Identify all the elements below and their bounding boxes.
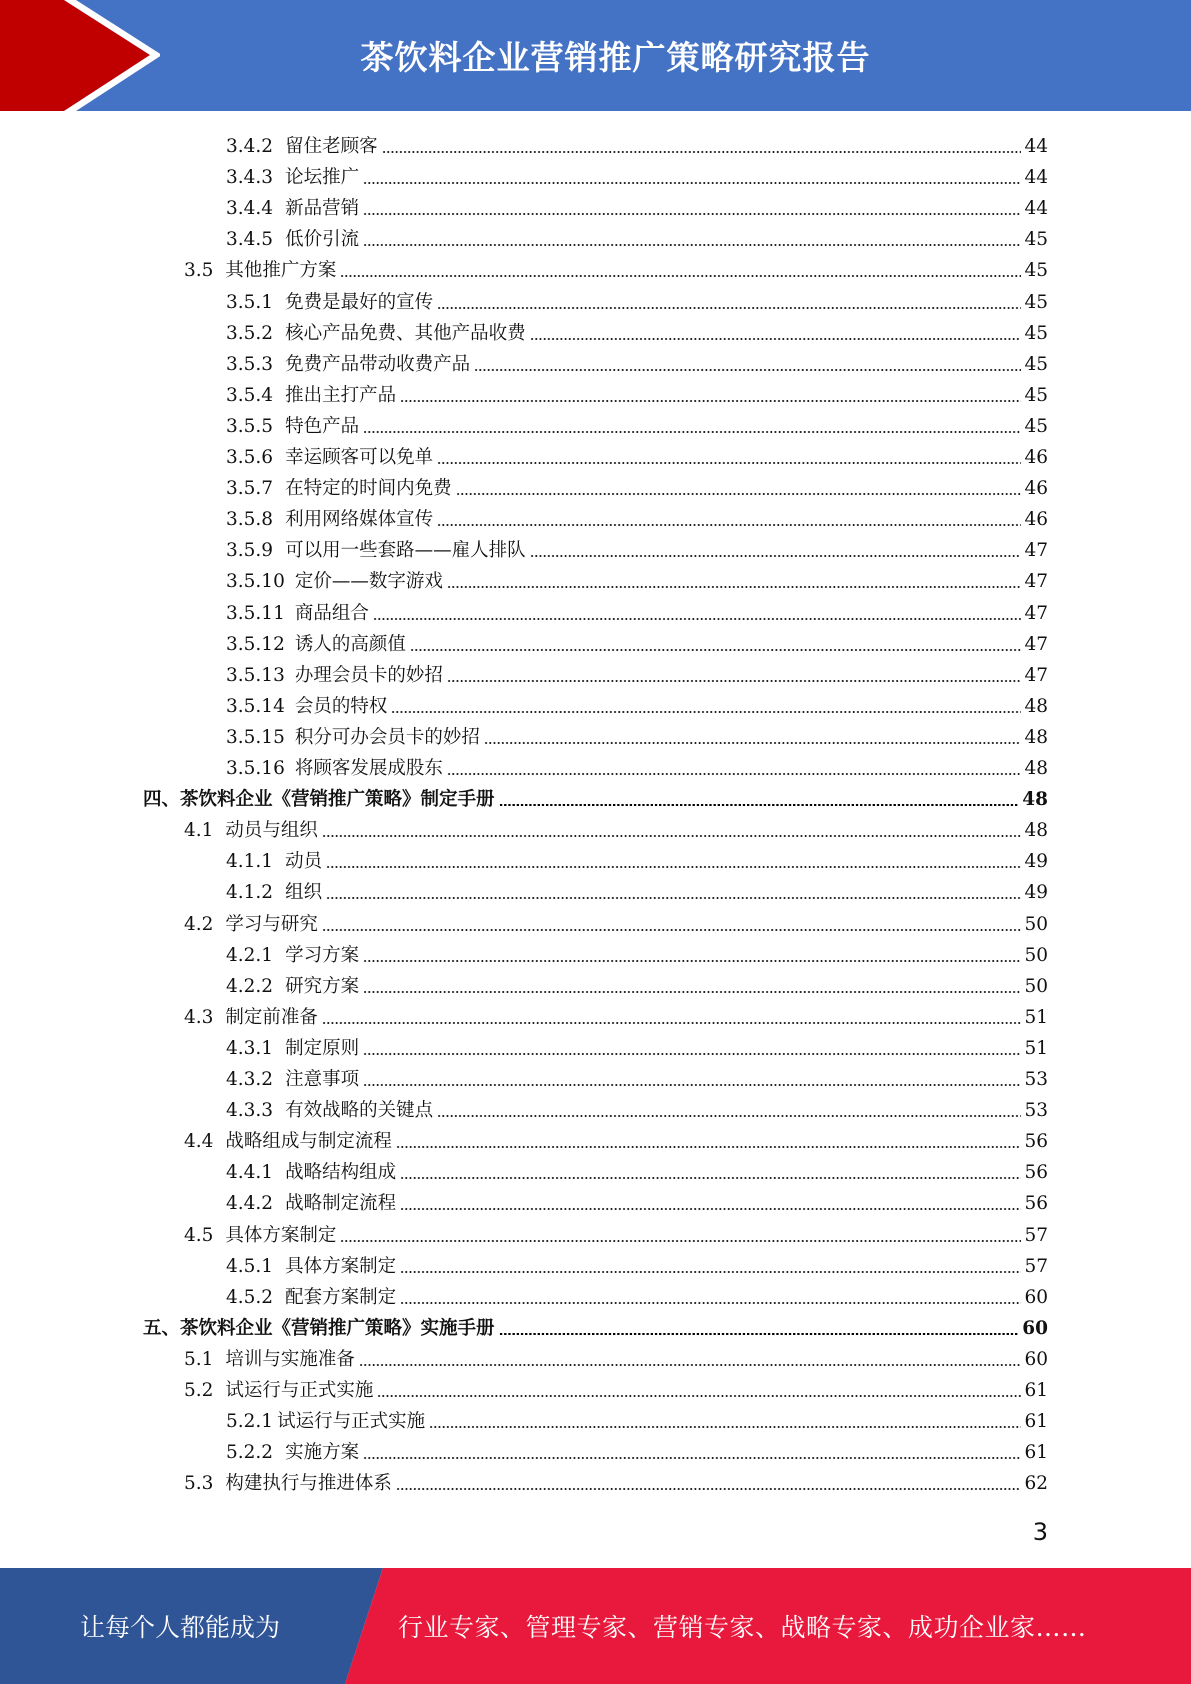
toc-entry[interactable] — [184, 1216, 1048, 1247]
toc-entry-number: 3.5.10 — [226, 571, 285, 593]
toc-entry[interactable] — [226, 220, 1048, 251]
toc-entry-title: 幸运顾客可以免单 — [285, 447, 434, 468]
toc-entry-number: 3.5.2 — [226, 322, 274, 344]
toc-entry[interactable] — [226, 625, 1048, 656]
toc-entry-number: 5.3 — [184, 1473, 214, 1495]
toc-entry-page: 60 — [1024, 1348, 1048, 1370]
toc-entry-page: 44 — [1024, 167, 1048, 189]
toc-entry-number: 3.5.3 — [226, 353, 274, 375]
toc-entry-title: 推出主打产品 — [285, 384, 397, 406]
toc-entry-page: 53 — [1024, 1100, 1048, 1122]
toc-entry[interactable] — [226, 936, 1048, 967]
toc-entry-number: 4.4 — [184, 1131, 214, 1153]
toc-entry-title: 定价——数字游戏 — [294, 571, 443, 593]
toc-entry[interactable] — [226, 283, 1048, 314]
toc-entry-title: 有效战略的关键点 — [285, 1100, 434, 1122]
toc-dot-leader — [400, 1271, 1021, 1273]
toc-entry-title: 利用网络媒体宣传 — [285, 509, 434, 531]
toc-entry-page: 46 — [1024, 447, 1048, 468]
toc-entry-title: 具体方案制定 — [225, 1224, 337, 1246]
toc-entry-title: 低价引流 — [285, 229, 360, 251]
toc-entry[interactable] — [226, 407, 1048, 438]
toc-entry[interactable] — [184, 251, 1048, 282]
toc-dot-leader — [363, 431, 1021, 433]
toc-entry[interactable] — [226, 314, 1048, 345]
toc-entry-title: 制定前准备 — [225, 1006, 318, 1028]
toc-dot-leader — [410, 649, 1022, 651]
toc-entry-page: 47 — [1024, 633, 1048, 655]
toc-entry-page: 47 — [1024, 664, 1048, 686]
toc-entry-number: 3.5.14 — [226, 695, 285, 717]
toc-entry-page: 46 — [1024, 509, 1048, 531]
toc-entry-number: 3.5.15 — [226, 726, 285, 748]
toc-entry[interactable] — [226, 967, 1048, 998]
toc-entry-page: 50 — [1024, 913, 1048, 935]
toc-entry-number: 3.4.5 — [226, 229, 274, 251]
toc-entry[interactable] — [226, 376, 1048, 407]
toc-entry-number: 4.3.2 — [226, 1069, 274, 1090]
toc-entry[interactable] — [184, 1464, 1048, 1495]
toc-entry[interactable] — [226, 438, 1048, 469]
toc-entry-page: 50 — [1024, 944, 1048, 966]
toc-entry[interactable] — [226, 189, 1048, 220]
toc-entry-number: 4.3 — [184, 1006, 214, 1028]
toc-entry-page: 61 — [1024, 1411, 1048, 1433]
toc-entry-page: 61 — [1024, 1442, 1048, 1464]
toc-entry-page: 45 — [1024, 291, 1048, 313]
toc-entry-page: 49 — [1024, 851, 1048, 873]
toc-entry-title: 战略制定流程 — [285, 1193, 397, 1215]
toc-entry[interactable] — [226, 127, 1048, 158]
toc-dot-leader — [437, 524, 1021, 526]
toc-entry[interactable] — [184, 811, 1048, 842]
toc-entry-page: 48 — [1022, 789, 1048, 811]
toc-entry-number: 3.5.5 — [226, 415, 274, 437]
toc-entry[interactable] — [226, 687, 1048, 718]
toc-dot-leader — [530, 338, 1022, 340]
toc-entry-title: 茶饮料企业《营销推广策略》制定手册 — [180, 789, 495, 811]
toc-dot-leader — [326, 866, 1021, 868]
toc-entry-title: 会员的特权 — [294, 695, 388, 717]
toc-entry-number: 3.5.6 — [226, 447, 274, 468]
toc-entry-number: 4.5.1 — [226, 1255, 274, 1277]
toc-entry-page: 48 — [1024, 758, 1048, 779]
toc-entry[interactable] — [184, 905, 1048, 936]
toc-entry[interactable] — [184, 1371, 1048, 1402]
toc-entry-title: 培训与实施准备 — [225, 1348, 355, 1370]
toc-entry-title: 可以用一些套路——雇人排队 — [285, 540, 526, 562]
toc-entry-page: 60 — [1024, 1286, 1048, 1308]
toc-entry-number: 3.5.16 — [226, 758, 285, 779]
toc-entry-number: 5.2.1 — [226, 1411, 274, 1433]
toc-entry-title: 诱人的高颜值 — [294, 633, 406, 655]
toc-entry-number: 3.5.4 — [226, 384, 274, 406]
toc-entry-title: 其他推广方案 — [225, 260, 337, 282]
toc-entry-page: 46 — [1024, 478, 1048, 500]
toc-entry-title: 试运行与正式实施 — [225, 1380, 374, 1401]
toc-dot-leader — [377, 1395, 1021, 1397]
toc-entry-number: 4.5 — [184, 1224, 214, 1246]
toc-entry-number: 4.4.2 — [226, 1193, 274, 1215]
toc-entry[interactable] — [226, 749, 1048, 780]
toc-dot-leader — [363, 182, 1021, 184]
toc-entry[interactable] — [226, 562, 1048, 593]
toc-entry-page: 56 — [1024, 1131, 1048, 1153]
toc-entry[interactable] — [226, 1060, 1048, 1091]
toc-entry-title: 特色产品 — [285, 415, 360, 437]
footer-slogan-right: 行业专家、管理专家、营销专家、战略专家、成功企业家…… — [398, 1613, 1087, 1642]
toc-dot-leader — [322, 929, 1022, 931]
toc-entry-title: 将顾客发展成股东 — [294, 758, 443, 779]
toc-dot-leader — [429, 1426, 1021, 1428]
toc-entry[interactable] — [226, 1184, 1048, 1215]
toc-entry-number: 4.2.1 — [226, 944, 274, 966]
toc-entry-page: 48 — [1024, 726, 1048, 748]
toc-entry-page: 44 — [1024, 136, 1048, 157]
toc-dot-leader — [437, 307, 1021, 309]
toc-entry-page: 48 — [1024, 820, 1048, 842]
toc-entry[interactable] — [143, 780, 1048, 811]
toc-entry-title: 留住老顾客 — [285, 136, 378, 157]
toc-entry-page: 45 — [1024, 415, 1048, 437]
toc-dot-leader — [396, 1146, 1022, 1148]
toc-entry[interactable] — [226, 594, 1048, 625]
toc-entry-page: 47 — [1024, 540, 1048, 562]
toc-entry-page: 51 — [1024, 1006, 1048, 1028]
toc-entry-page: 56 — [1024, 1162, 1048, 1184]
toc-entry-page: 60 — [1022, 1317, 1048, 1339]
toc-entry-title: 构建执行与推进体系 — [225, 1473, 392, 1495]
toc-entry-number: 5.2.2 — [226, 1442, 274, 1464]
toc-entry-title: 制定原则 — [285, 1037, 360, 1059]
toc-entry-number: 4.1.1 — [226, 851, 274, 873]
toc-entry-title: 学习方案 — [285, 944, 360, 966]
toc-dot-leader — [363, 1457, 1021, 1459]
toc-entry-number: 4.2 — [184, 913, 214, 935]
toc-dot-leader — [363, 213, 1021, 215]
toc-entry-page: 56 — [1024, 1193, 1048, 1215]
toc-entry-number: 3.5.1 — [226, 291, 274, 313]
toc-entry-number: 4.5.2 — [226, 1286, 274, 1308]
toc-entry-title: 免费产品带动收费产品 — [285, 353, 471, 375]
toc-dot-leader — [363, 960, 1021, 962]
toc-entry-number: 3.5.13 — [226, 664, 285, 686]
toc-dot-leader — [396, 1488, 1022, 1490]
toc-entry[interactable] — [226, 1153, 1048, 1184]
toc-entry-page: 50 — [1024, 975, 1048, 997]
toc-entry-page: 57 — [1024, 1224, 1048, 1246]
toc-dot-leader — [359, 1364, 1022, 1366]
toc-dot-leader — [322, 1022, 1022, 1024]
toc-entry[interactable] — [226, 656, 1048, 687]
toc-entry-page: 51 — [1024, 1037, 1048, 1059]
toc-entry-number: 4.3.1 — [226, 1037, 274, 1059]
toc-entry-title: 组织 — [285, 882, 323, 904]
toc-entry[interactable] — [184, 998, 1048, 1029]
toc-entry-number: 4.2.2 — [226, 975, 274, 997]
red-chevron-icon — [0, 0, 160, 111]
toc-entry-page: 45 — [1024, 322, 1048, 344]
toc-entry-title: 战略结构组成 — [285, 1162, 397, 1184]
toc-entry[interactable] — [226, 842, 1048, 873]
toc-entry-number: 3.4.3 — [226, 167, 274, 189]
toc-entry-number: 3.5.12 — [226, 633, 285, 655]
toc-dot-leader — [456, 493, 1022, 495]
toc-dot-leader — [322, 835, 1022, 837]
toc-entry-number: 3.5 — [184, 260, 214, 282]
toc-entry-title: 积分可办会员卡的妙招 — [294, 726, 480, 748]
toc-entry-title: 配套方案制定 — [285, 1286, 397, 1308]
toc-entry-page: 49 — [1024, 882, 1048, 904]
toc-entry-page: 57 — [1024, 1255, 1048, 1277]
toc-entry-title: 新品营销 — [285, 198, 360, 220]
toc-entry[interactable] — [226, 1091, 1048, 1122]
toc-dot-leader — [437, 462, 1021, 464]
toc-entry-title: 论坛推广 — [285, 167, 360, 189]
toc-entry-title: 办理会员卡的妙招 — [294, 664, 443, 686]
toc-entry[interactable] — [226, 1247, 1048, 1278]
toc-dot-leader — [340, 275, 1021, 277]
toc-entry[interactable] — [226, 718, 1048, 749]
report-title: 茶饮料企业营销推广策略研究报告 — [360, 38, 871, 77]
toc-entry-page: 62 — [1024, 1473, 1048, 1495]
toc-entry-title: 茶饮料企业《营销推广策略》实施手册 — [180, 1317, 495, 1339]
toc-dot-leader — [484, 742, 1022, 744]
toc-dot-leader — [447, 773, 1022, 775]
toc-entry[interactable] — [226, 1402, 1048, 1433]
toc-entry-number: 5.1 — [184, 1348, 214, 1370]
toc-dot-leader — [447, 586, 1022, 588]
toc-entry-number: 3.4.2 — [226, 136, 274, 157]
toc-dot-leader — [340, 1240, 1021, 1242]
toc-entry-page: 44 — [1024, 198, 1048, 220]
toc-entry[interactable] — [184, 1340, 1048, 1371]
toc-dot-leader — [400, 1208, 1021, 1210]
toc-entry[interactable] — [226, 500, 1048, 531]
toc-dot-leader — [400, 1177, 1021, 1179]
toc-entry[interactable] — [226, 1433, 1048, 1464]
toc-dot-leader — [326, 897, 1021, 899]
toc-entry[interactable] — [226, 469, 1048, 500]
toc-entry-number: 3.5.7 — [226, 478, 274, 500]
toc-entry-title: 试运行与正式实施 — [277, 1411, 426, 1433]
toc-entry-page: 47 — [1024, 602, 1048, 624]
toc-entry-page: 47 — [1024, 571, 1048, 593]
toc-entry-number: 4.1 — [184, 820, 214, 842]
toc-dot-leader — [499, 804, 1020, 806]
toc-dot-leader — [474, 369, 1021, 371]
toc-dot-leader — [391, 711, 1021, 713]
footer-slogan-left: 让每个人都能成为 — [79, 1613, 280, 1642]
toc-dot-leader — [363, 1084, 1021, 1086]
page-number: 3 — [1032, 1518, 1048, 1546]
toc-entry-title: 实施方案 — [285, 1442, 360, 1464]
toc-dot-leader — [530, 555, 1022, 557]
toc-entry[interactable] — [184, 1122, 1048, 1153]
toc-entry-page: 45 — [1024, 353, 1048, 375]
toc-dot-leader — [447, 680, 1022, 682]
toc-dot-leader — [363, 1053, 1021, 1055]
toc-entry-title: 战略组成与制定流程 — [225, 1131, 392, 1153]
toc-entry[interactable] — [226, 1278, 1048, 1309]
toc-dot-leader — [373, 618, 1022, 620]
toc-dot-leader — [363, 244, 1021, 246]
toc-entry[interactable] — [143, 1309, 1048, 1340]
toc-entry-title: 商品组合 — [294, 602, 369, 624]
toc-entry[interactable] — [226, 1029, 1048, 1060]
header-banner — [0, 0, 1191, 111]
toc-entry-page: 45 — [1024, 260, 1048, 282]
toc-entry-page: 48 — [1024, 695, 1048, 717]
toc-entry-title: 注意事项 — [285, 1069, 360, 1090]
toc-dot-leader — [400, 1302, 1021, 1304]
toc-entry-number: 3.4.4 — [226, 198, 274, 220]
toc-dot-leader — [363, 991, 1021, 993]
toc-entry-title: 动员 — [285, 851, 323, 873]
toc-entry-number: 3.5.11 — [226, 602, 285, 624]
toc-entry-number: 四、 — [143, 789, 181, 811]
toc-entry[interactable] — [226, 531, 1048, 562]
toc-entry[interactable] — [226, 873, 1048, 904]
toc-entry-number: 4.3.3 — [226, 1100, 274, 1122]
toc-dot-leader — [499, 1333, 1020, 1335]
toc-entry-title: 核心产品免费、其他产品收费 — [285, 322, 526, 344]
toc-entry-page: 45 — [1024, 229, 1048, 251]
toc-dot-leader — [382, 151, 1022, 153]
toc-entry[interactable] — [226, 158, 1048, 189]
toc-entry-number: 4.1.2 — [226, 882, 274, 904]
footer-banner — [0, 1568, 1191, 1684]
toc-entry-number: 五、 — [143, 1317, 181, 1339]
toc-entry-number: 5.2 — [184, 1380, 214, 1401]
toc-entry-title: 在特定的时间内免费 — [285, 478, 452, 500]
toc-entry[interactable] — [226, 345, 1048, 376]
toc-entry-page: 61 — [1024, 1380, 1048, 1401]
toc-dot-leader — [437, 1115, 1021, 1117]
toc-entry-title: 免费是最好的宣传 — [285, 291, 434, 313]
toc-entry-page: 53 — [1024, 1069, 1048, 1090]
toc-dot-leader — [400, 400, 1021, 402]
toc-entry-title: 学习与研究 — [225, 913, 318, 935]
toc-entry-number: 3.5.8 — [226, 509, 274, 531]
toc-entry-title: 研究方案 — [285, 975, 360, 997]
toc-entry-number: 4.4.1 — [226, 1162, 274, 1184]
toc-entry-number: 3.5.9 — [226, 540, 274, 562]
toc-entry-page: 45 — [1024, 384, 1048, 406]
toc-entry-title: 动员与组织 — [225, 820, 318, 842]
toc-entry-title: 具体方案制定 — [285, 1255, 397, 1277]
